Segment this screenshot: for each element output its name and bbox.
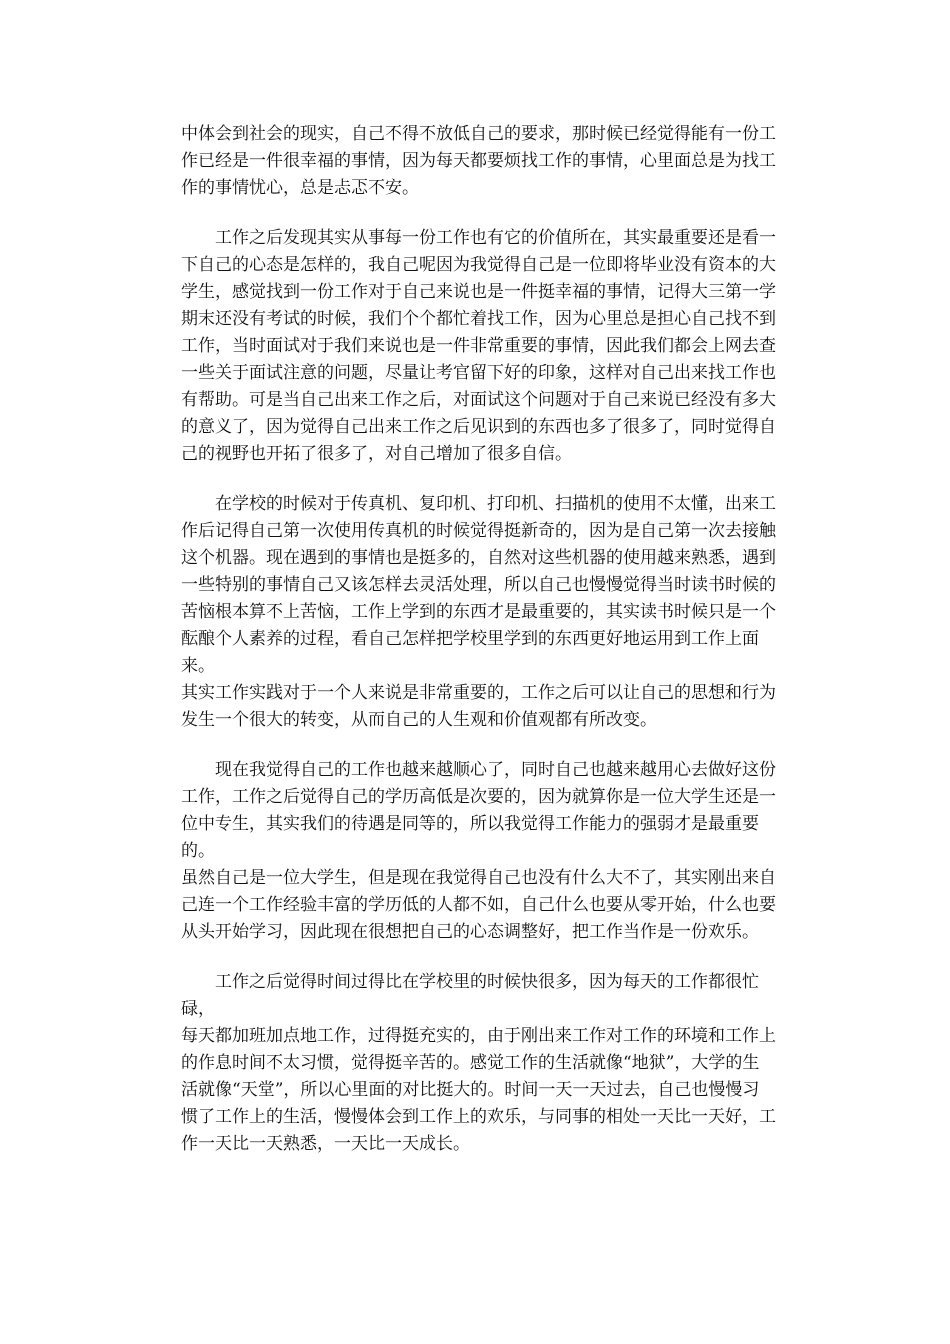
document-body bbox=[181, 121, 777, 1181]
text-line: 作后记得自己第一次使用传真机的时候觉得挺新奇的，因为是自己第一次去接触 bbox=[181, 521, 776, 541]
text-line: 作一天比一天熟悉，一天比一天成长。 bbox=[181, 1134, 470, 1154]
text-line: 下自己的心态是怎样的，我自己呢因为我觉得自己是一位即将毕业没有资本的大 bbox=[181, 255, 776, 275]
text-line: 工作之后觉得时间过得比在学校里的时候快很多，因为每天的工作都很忙碌， bbox=[181, 972, 759, 1019]
text-line: 的意义了，因为觉得自己出来工作之后见识到的东西也多了很多了，同时觉得自 bbox=[181, 417, 776, 437]
text-line: 己的视野也开拓了很多了，对自己增加了很多自信。 bbox=[181, 444, 572, 464]
text-line: 作的事情忧心，总是忐忑不安。 bbox=[181, 178, 419, 198]
text-line: 学生，感觉找到一份工作对于自己来说也是一件挺幸福的事情，记得大三第一学 bbox=[181, 282, 776, 302]
text-line: 现在我觉得自己的工作也越来越顺心了，同时自己也越来越用心去做好这份 bbox=[181, 760, 776, 780]
text-line: 工作之后发现其实从事每一份工作也有它的价值所在，其实最重要还是看一 bbox=[181, 228, 776, 248]
paragraph-2 bbox=[181, 225, 777, 468]
text-line: 酝酿个人素养的过程，看自己怎样把学校里学到的东西更好地运用到工作上面来。 bbox=[181, 629, 759, 676]
text-line: 每天都加班加点地工作，过得挺充实的，由于刚出来工作对工作的环境和工作上 bbox=[181, 1026, 776, 1046]
text-line: 苦恼根本算不上苦恼，工作上学到的东西才是最重要的，其实读书时候只是一个 bbox=[181, 602, 776, 622]
text-line: 其实工作实践对于一个人来说是非常重要的，工作之后可以让自己的思想和行为 bbox=[181, 683, 776, 703]
paragraph-5 bbox=[181, 969, 777, 1158]
text-line: 发生一个很大的转变，从而自己的人生观和价值观都有所改变。 bbox=[181, 710, 657, 730]
text-line: 己连一个工作经验丰富的学历低的人都不如，自己什么也要从零开始，什么也要 bbox=[181, 895, 776, 915]
paragraph-4 bbox=[181, 757, 777, 946]
text-line: 从头开始学习，因此现在很想把自己的心态调整好，把工作当作是一份欢乐。 bbox=[181, 922, 759, 942]
text-line: 在学校的时候对于传真机、复印机、打印机、扫描机的使用不太懂，出来工 bbox=[181, 494, 776, 514]
text-line: 中体会到社会的现实，自己不得不放低自己的要求，那时候已经觉得能有一份工 bbox=[181, 124, 776, 144]
text-line: 期末还没有考试的时候，我们个个都忙着找工作，因为心里总是担心自己找不到 bbox=[181, 309, 776, 329]
text-line: 这个机器。现在遇到的事情也是挺多的，自然对这些机器的使用越来熟悉，遇到 bbox=[181, 548, 776, 568]
text-line: 惯了工作上的生活，慢慢体会到工作上的欢乐，与同事的相处一天比一天好，工 bbox=[181, 1107, 776, 1127]
paragraph-3 bbox=[181, 491, 777, 734]
text-line: 作已经是一件很幸福的事情，因为每天都要烦找工作的事情，心里面总是为找工 bbox=[181, 151, 776, 171]
paragraph-1 bbox=[181, 121, 777, 202]
text-line: 一些特别的事情自己又该怎样去灵活处理，所以自己也慢慢觉得当时读书时候的 bbox=[181, 575, 776, 595]
text-line: 有帮助。可是当自己出来工作之后，对面试这个问题对于自己来说已经没有多大 bbox=[181, 390, 776, 410]
text-line: 工作，工作之后觉得自己的学历高低是次要的，因为就算你是一位大学生还是一 bbox=[181, 787, 776, 807]
text-line: 工作，当时面试对于我们来说也是一件非常重要的事情，因此我们都会上网去查 bbox=[181, 336, 776, 356]
text-line: 位中专生，其实我们的待遇是同等的，所以我觉得工作能力的强弱才是最重要的。 bbox=[181, 814, 759, 861]
text-line: 虽然自己是一位大学生，但是现在我觉得自己也没有什么大不了，其实刚出来自 bbox=[181, 868, 776, 888]
text-line: 的作息时间不太习惯，觉得挺辛苦的。感觉工作的生活就像“地狱”，大学的生 bbox=[181, 1053, 760, 1073]
text-line: 活就像“天堂”，所以心里面的对比挺大的。时间一天一天过去，自己也慢慢习 bbox=[181, 1080, 760, 1100]
text-line: 一些关于面试注意的问题，尽量让考官留下好的印象，这样对自己出来找工作也 bbox=[181, 363, 776, 383]
